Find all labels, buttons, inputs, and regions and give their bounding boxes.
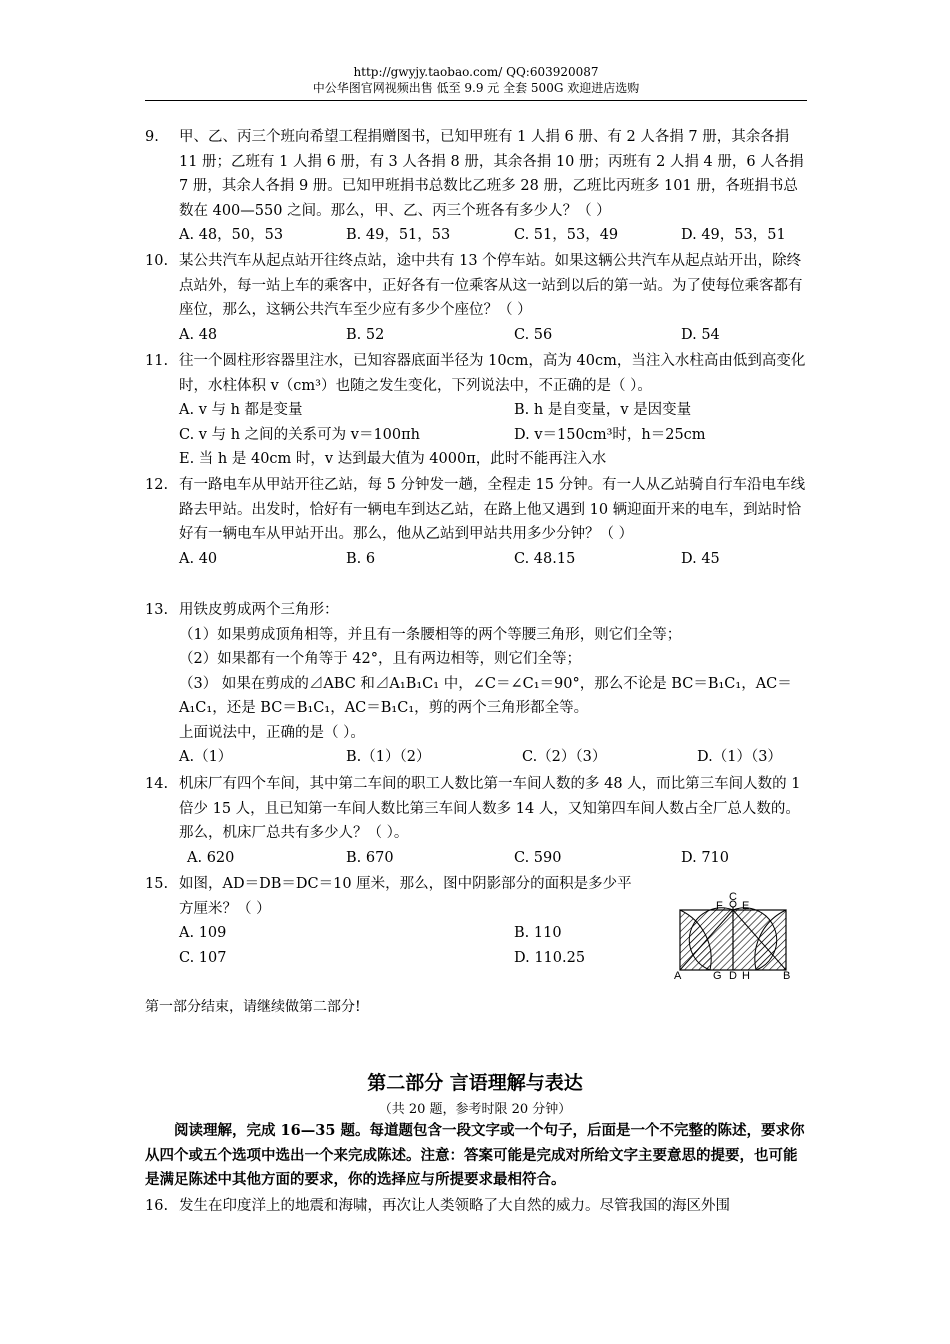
options-row [179,423,807,448]
question-text: 某公共汽车从起点站开往终点站，途中共有 13 个停车站。如果这辆公共汽车从起点站开出，除终点站外，每一站上车的乘客中，正好各有一位乘客从这一站到以后的第一站。为了使每位乘客都有座位，那么，这辆公共汽车至少应有多少个座位？（ ） [179,253,803,318]
options-row [179,745,807,770]
question-text: 往一个圆柱形容器里注水，已知容器底面半径为 10cm，高为 40cm，当注入水柱高由低到高变化时，水柱体积 v（cm³）也随之发生变化，下列说法中，不正确的是（ ）。 [179,353,806,394]
question-text: 机床厂有四个车间，其中第二车间的职工人数比第一车间人数的多 48 人，而比第三车间人数的 1 倍少 15 人，且已知第一车间人数比第三车间人数多 14 人，又知第四车间人数占全厂总人数的。那么，机床厂总共有多少人？（ ）。 [179,776,801,841]
page-header [145,64,807,96]
question-12 [145,473,807,571]
option-c: C.（2）（3） [522,749,607,765]
option-a: A. 48，50，53 [179,227,284,243]
option-e: E. 当 h 是 40cm 时，v 达到最大值为 4000π，此时不能再注入水 [179,451,607,467]
section-instructions: 阅读理解，完成 16—35 题。每道题包含一段文字或一个句子，后面是一个不完整的陈述，要求你从四个或五个选项中选出一个来完成陈述。注意：答案可能是完成对所给文字主要意思的提要，也可能是满足陈述中其他方面的要求，你的选择应与所提要求最相符合。 [145,1122,805,1188]
label-e: E [742,900,750,912]
question-9 [145,125,807,248]
option-b: B. 6 [346,550,376,567]
option-d: D. 49，53，51 [681,227,786,243]
question-number: 9. [145,129,159,145]
label-h: H [742,970,750,980]
part-one-end-note: 第一部分结束，请继续做第二部分! [145,999,361,1015]
option-b: B. 670 [346,849,394,866]
statement-1: （1）如果剪成顶角相等，并且有一条腰相等的两个等腰三角形，则它们全等； [179,626,682,643]
option-c: C. 107 [179,949,227,966]
option-c: C. 590 [514,849,562,866]
option-a: A. 109 [179,925,227,941]
header-url[interactable]: http://gwyjy.taobao.com/ QQ:603920087 [353,65,599,79]
label-d: D [729,970,737,980]
question-text: 有一路电车从甲站开往乙站，每 5 分钟发一趟，全程走 15 分钟。有一人从乙站骑自行车沿电车线路去甲站。出发时，恰好有一辆电车到达乙站，在路上他又遇到 10 辆迎面开来的电车，到站时恰好有一辆电车从甲站开出。那么，他从乙站到甲站共用多少分钟？（ ） [179,477,806,542]
option-c: C. 56 [514,326,553,343]
question-number: 16. [145,1198,169,1214]
option-c: C. v 与 h 之间的关系可为 v＝100πh [179,426,420,443]
option-a: A. 620 [187,849,235,866]
options-row [179,447,807,472]
label-a: A [674,970,682,980]
option-d: D. v＝150cm³时，h＝25cm [514,426,706,443]
question-text: 如图，AD＝DB＝DC＝10 厘米，那么，图中阴影部分的面积是多少平方厘米？（ ） [179,876,632,917]
label-f: F [716,900,723,912]
question-11 [145,349,807,472]
option-b: B. 49，51，53 [346,227,451,243]
option-b: B. 52 [346,326,385,343]
question-text: 发生在印度洋上的地震和海啸，再次让人类领略了大自然的威力。尽管我国的海区外围 [179,1198,730,1214]
header-divider [145,100,807,101]
options-row [179,323,807,348]
question-13 [145,598,807,770]
options-row [179,846,807,871]
section-subtitle: （共 20 题，参考时限 20 分钟） [378,1102,572,1117]
section-title: 第二部分 言语理解与表达 [367,1072,583,1094]
option-c: C. 51，53，49 [514,227,619,243]
option-d: D. 54 [681,326,720,343]
question-number: 12. [145,477,169,493]
option-a: A. 48 [179,326,218,343]
question-number: 10. [145,253,169,269]
statement-3: （3） 如果在剪成的⊿ABC 和⊿A₁B₁C₁ 中，∠C＝∠C₁＝90°，那么不论是 BC＝B₁C₁，AC＝A₁C₁，还是 BC＝B₁C₁，AC＝B₁C₁，剪的两个三角形都全等。 [179,675,792,716]
question-text: 用铁皮剪成两个三角形： [179,602,339,618]
header-promo: 中公华图官网视频出售 低至 9.9 元 全套 500G 欢迎进店选购 [312,81,640,95]
option-d: D. 45 [681,550,720,567]
question-10 [145,249,807,347]
question-number: 13. [145,602,169,618]
question-number: 11. [145,353,169,369]
option-b: B.（1）（2） [346,749,431,765]
label-c: C [729,891,737,903]
option-d: D.（1）（3） [697,749,782,765]
question-text: 甲、乙、丙三个班向希望工程捐赠图书，已知甲班有 1 人捐 6 册、有 2 人各捐 7 册，其余各捐 11 册；乙班有 1 人捐 6 册，有 3 人各捐 8 册，其余各捐 10 册；丙班有 2 人捐 4 册，6 人各捐 7 册，其余人各捐 9 册。已知甲班捐书总数比乙班多 28 册，乙班比丙班多 101 册，各班捐书总数在 400—550 之间。那么，甲、乙、丙三个班各有多少人？（ ） [179,129,804,219]
question-16 [145,1194,807,1219]
option-d: D. 710 [681,849,730,866]
label-b: B [783,970,791,980]
question-14 [145,772,807,870]
label-g: G [713,970,722,980]
geometry-figure [672,890,802,980]
option-d: D. 110.25 [514,949,586,966]
options-row [179,398,807,423]
question-tail: 上面说法中，正确的是（ ）。 [179,724,365,741]
option-a: A.（1） [179,749,233,765]
statement-2: （2）如果都有一个角等于 42°，且有两边相等，则它们全等； [179,651,582,667]
option-b: B. h 是自变量，v 是因变量 [514,402,692,418]
option-b: B. 110 [514,925,562,941]
options-row [179,547,807,572]
option-a: A. v 与 h 都是变量 [179,402,303,418]
options-row [179,223,807,248]
question-number: 14. [145,776,169,792]
question-number: 15. [145,876,169,892]
option-c: C. 48.15 [514,550,576,567]
option-a: A. 40 [179,550,218,567]
